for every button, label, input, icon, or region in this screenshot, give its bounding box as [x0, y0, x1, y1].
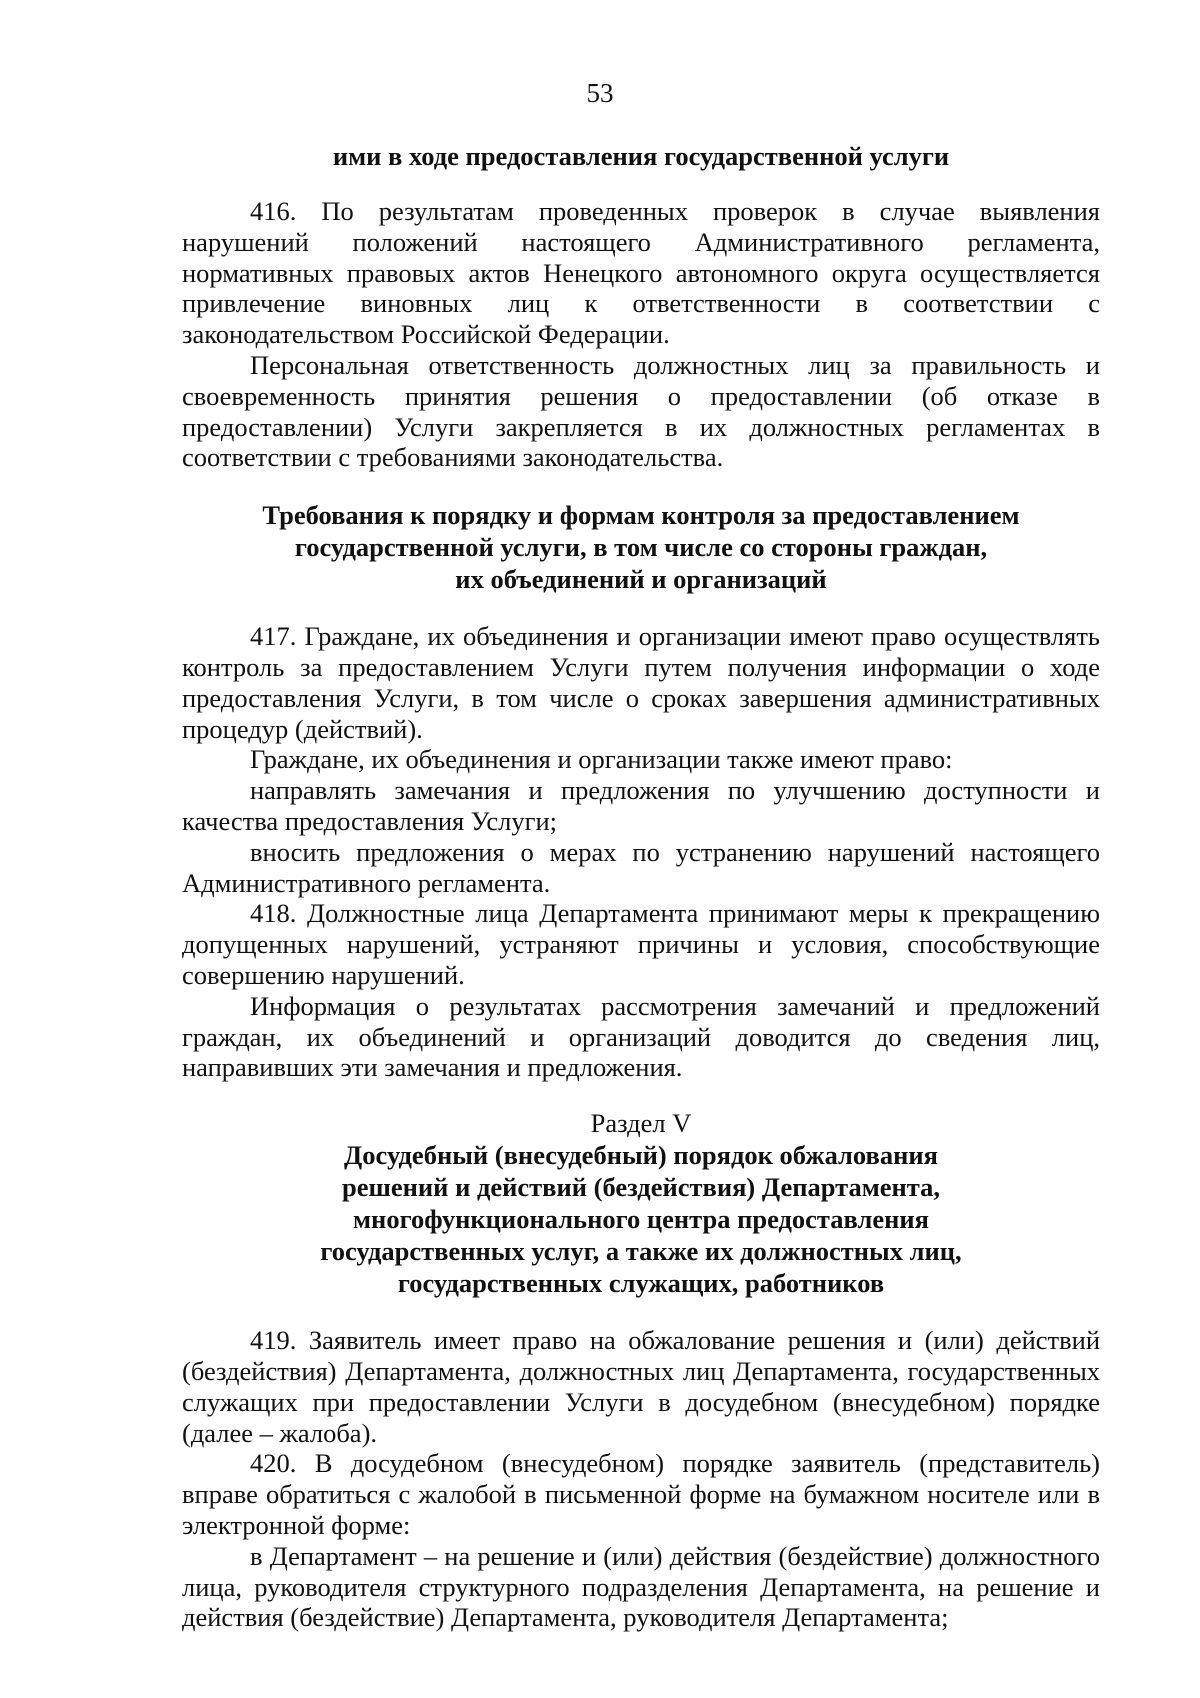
paragraph-416: 416. По результатам проведенных проверок в случае выявления нарушений положений настоящего Административного регламента, нормативных правовых актов Ненецкого автономного округа осуществляется привлечение виновных лиц к ответственности в соответствии с законодательством Российской Федерации. [182, 196, 1100, 350]
paragraph-419: 419. Заявитель имеет право на обжалование решения и (или) действий (бездействия) Департамента, должностных лиц Департамента, государственных служащих при предоставлении Услуги в досудебном (внесудебном) порядке (далее – жалоба). [182, 1325, 1100, 1448]
heading-line: государственной услуги, в том числе со стороны граждан, [294, 532, 988, 563]
paragraph-citizens-rights: Граждане, их объединения и организации также имеют право: [250, 744, 953, 775]
heading-line: решений и действий (бездействия) Департамента, [342, 1172, 940, 1203]
heading-line: Досудебный (внесудебный) порядок обжалования [344, 1140, 938, 1171]
paragraph-make-proposals: вносить предложения о мерах по устранению нарушений настоящего Административного регламента. [182, 836, 1100, 898]
heading-line: государственных услуг, а также их должностных лиц, [320, 1236, 962, 1267]
heading-section-v [182, 1139, 1100, 1299]
page-number: 53 [586, 78, 614, 108]
paragraph-personal-responsibility: Персональная ответственность должностных лиц за правильность и своевременность принятия решения о предоставлении (об отказе в предоставлении) Услуги закрепляется в их должностных регламентах в соответствии с требованиями законодательства. [182, 349, 1100, 473]
heading-line: государственных служащих, работников [397, 1268, 885, 1299]
document-body [182, 140, 1100, 1633]
paragraph-send-remarks: направлять замечания и предложения по улучшению доступности и качества предоставления Услуги; [182, 775, 1100, 836]
paragraph-information-results: Информация о результатах рассмотрения замечаний и предложений граждан, их объединений и организаций доводится до сведения лиц, направивших эти замечания и предложения. [182, 990, 1100, 1083]
paragraph-418: 418. Должностные лица Департамента принимают меры к прекращению допущенных нарушений, устраняют причины и условия, способствующие совершению нарушений. [182, 898, 1100, 990]
paragraph-to-department: в Департамент – на решение и (или) действия (бездействие) должностного лица, руководителя структурного подразделения Департамента, на решение и действия (бездействие) Департамента, руководителя Департамента; [182, 1540, 1100, 1633]
heading-line: многофункционального центра предоставления [353, 1204, 929, 1235]
heading-control-requirements [182, 499, 1100, 595]
section-label: Раздел V [590, 1108, 692, 1139]
heading-line: их объединений и организаций [455, 564, 827, 595]
heading-line: Требования к порядку и формам контроля за предоставлением [262, 500, 1020, 531]
paragraph-417: 417. Граждане, их объединения и организации имеют право осуществлять контроль за предоставлением Услуги путем получения информации о ходе предоставления Услуги, в том числе о сроках завершения административных процедур (действий). [182, 621, 1100, 744]
paragraph-420: 420. В досудебном (внесудебном) порядке заявитель (представитель) вправе обратиться с жалобой в письменной форме на бумажном носителе или в электронной форме: [182, 1448, 1100, 1540]
heading-top: ими в ходе предоставления государственной услуги [332, 141, 950, 171]
